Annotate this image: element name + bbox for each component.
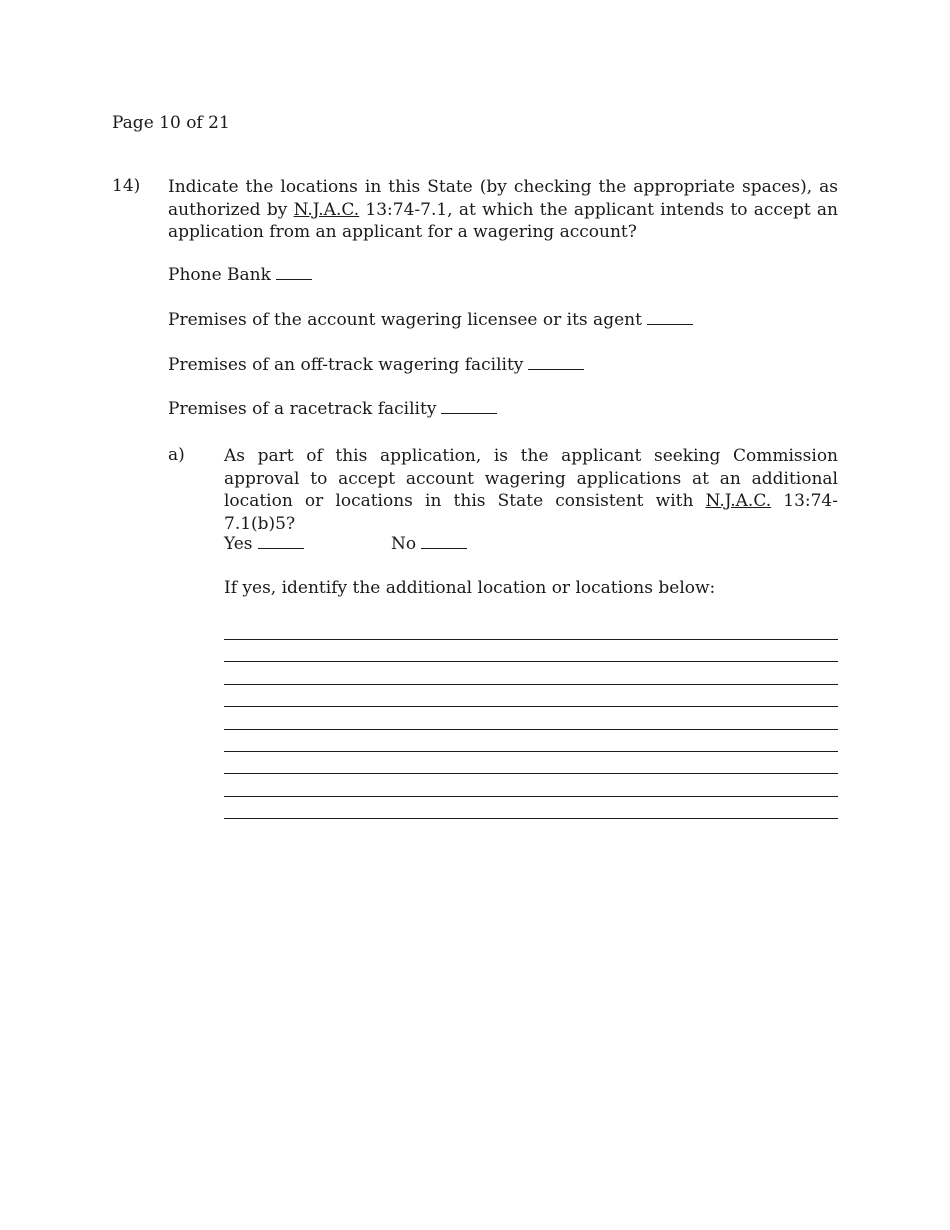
subquestion-text-part1: As part of this application, is the applicant seeking Commission approval to accept account wagering applications at an additional location or locations in this State consistent with	[224, 446, 838, 511]
yes-option	[224, 534, 304, 554]
write-line[interactable]	[224, 662, 838, 684]
subquestion-text-part2: 13:74-7.1(b)5?	[224, 491, 838, 534]
write-line[interactable]	[224, 730, 838, 752]
additional-locations-lines	[224, 639, 838, 819]
option-offtrack-premises	[168, 355, 584, 375]
option-racetrack-premises	[168, 399, 497, 419]
citation-link: N.J.A.C.	[705, 491, 772, 511]
question-text	[168, 176, 838, 244]
no-blank-field[interactable]	[421, 534, 467, 549]
option-blank-field[interactable]	[528, 355, 584, 370]
option-label: Premises of the account wagering licensee or its agent	[168, 310, 642, 330]
citation-link: N.J.A.C.	[293, 199, 360, 220]
write-line[interactable]	[224, 640, 838, 662]
yes-blank-field[interactable]	[258, 534, 304, 549]
option-label: Premises of a racetrack facility	[168, 399, 437, 419]
page-number: Page 10 of 21	[112, 113, 230, 133]
question-text-part1: Indicate the locations in this State (by checking the appropriate spaces), as authorized by	[168, 177, 838, 220]
option-blank-field[interactable]	[441, 399, 497, 414]
option-blank-field[interactable]	[276, 265, 312, 280]
question-text-part2: 13:74-7.1, at which the applicant intends to accept an application from an applicant for a wagering account?	[168, 199, 839, 242]
option-licensee-premises	[168, 310, 693, 330]
write-line[interactable]	[224, 774, 838, 796]
option-blank-field[interactable]	[647, 310, 693, 325]
option-label: Premises of an off-track wagering facility	[168, 355, 524, 375]
no-option	[391, 534, 467, 554]
option-label: Phone Bank	[168, 265, 271, 285]
yes-label: Yes	[224, 534, 253, 554]
write-line[interactable]	[224, 707, 838, 729]
subquestion-label: a)	[168, 445, 185, 465]
option-phone-bank	[168, 265, 312, 285]
subquestion-text	[224, 445, 838, 535]
followup-instruction: If yes, identify the additional location or locations below:	[224, 578, 716, 598]
write-line[interactable]	[224, 752, 838, 774]
question-number: 14)	[112, 176, 141, 196]
no-label: No	[391, 534, 417, 554]
write-line[interactable]	[224, 685, 838, 707]
write-line[interactable]	[224, 797, 838, 819]
